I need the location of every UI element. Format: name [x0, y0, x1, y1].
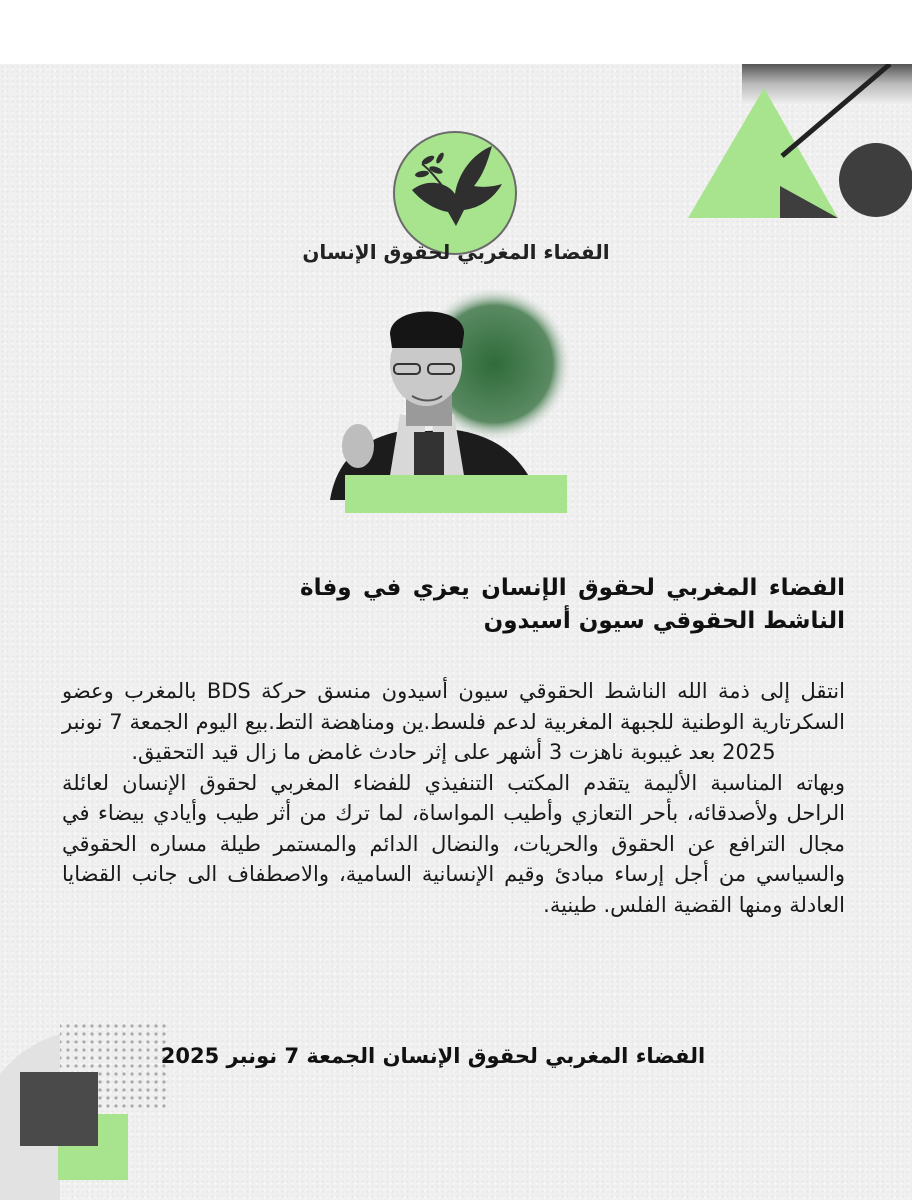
name-banner-bar [345, 475, 567, 513]
organization-name: الفضاء المغربي لحقوق الإنسان [302, 240, 610, 264]
decorative-shapes-top [686, 64, 912, 224]
signature-date: الفضاء المغربي لحقوق الإنسان الجمعة 7 نونبر 2025 [160, 1044, 706, 1068]
headline: الفضاء المغربي لحقوق الإنسان يعزي في وفاة الناشط الحقوقي سيون أسيدون [300, 575, 845, 634]
dove-olive-branch-icon [392, 130, 518, 256]
decorative-shapes-bottom [0, 1014, 200, 1200]
condolence-poster [0, 64, 912, 1200]
paragraph-2: وبهاته المناسبة الأليمة يتقدم المكتب التنفيذي للفضاء المغربي لحقوق الإنسان لعائلة الراحل ولأصدقائه، بأحر التعازي وأطيب المواساة، لما ترك من أثر طيب وأيادي بيضاء في مجال الترافع عن الحقوق والحريات، والنضال الدائم والمستمر طيلة مساره الحقوقي والسياسي من أجل إرساء مبادئ وقيم الإنسانية السامية، والاصطفاف الى جانب القضايا العادلة ومنها القضية الفلس. طينية. [62, 770, 845, 917]
paragraph-1: انتقل إلى ذمة الله الناشط الحقوقي سيون أسيدون منسق حركة BDS بالمغرب وعضو السكرتارية الوطنية للجبهة المغربية لدعم فلسط.ين ومناهضة التط.بيع اليوم الجمعة 7 نونبر 2025 بعد غيبوبة ناهزت 3 أشهر على إثر حادث غامض ما زال قيد التحقيق. [62, 679, 846, 764]
article-body [62, 676, 845, 920]
